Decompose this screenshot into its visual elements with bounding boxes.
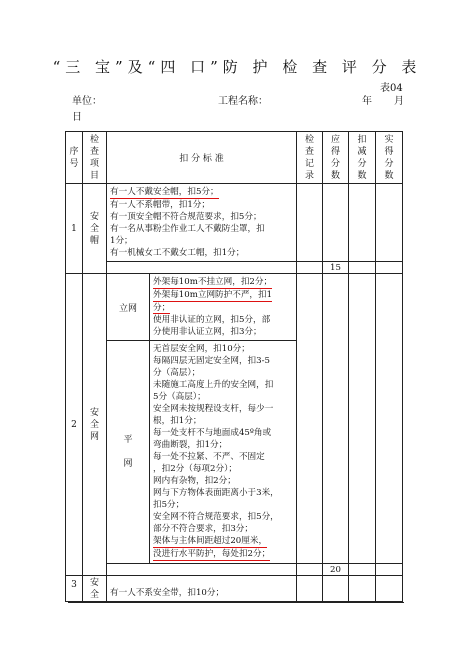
month-label: 月 [394, 96, 404, 107]
deducted-score-cell [349, 274, 376, 564]
deduction-standard [150, 274, 297, 341]
deduction-line: 架体与主体间距超过20厘米， [153, 536, 268, 546]
actual-score-cell [376, 576, 403, 602]
actual-score-header: 实 得 分 数 [376, 132, 403, 184]
should-score-cell [323, 274, 349, 564]
year-label: 年 [362, 96, 372, 107]
page-divider [68, 602, 404, 603]
deducted-score-cell [349, 184, 376, 262]
deduction-line: 有一名从事粉尘作业工人不戴防尘罩，扣 [110, 224, 265, 234]
deduction-line: 分使用非认证立网，扣3分； [153, 327, 262, 337]
item-cell: 安 全 网 [83, 274, 107, 576]
deduction-line: 弯曲断裂，扣1分； [153, 440, 228, 450]
should-score-value: 15 [323, 262, 349, 274]
seq-cell: 2 [66, 274, 83, 576]
item-header: 检 查 项 目 [83, 132, 107, 184]
deduction-line: 扣5分； [153, 500, 185, 510]
deduction-line: 每隔四层无固定安全网，扣3-5 [153, 356, 270, 366]
seq-cell: 1 [66, 184, 83, 274]
deduction-line: 安全网不符合规范要求，扣5分， [153, 512, 279, 522]
table-number: 表04 [380, 83, 403, 94]
actual-score-cell [376, 184, 403, 262]
deduction-line: 分； [153, 303, 171, 313]
deducted-score-header: 扣 减 分 数 [349, 132, 376, 184]
table-row [66, 184, 403, 262]
should-score-value: 20 [323, 564, 349, 576]
page-title: “三 宝”及“四 口”防 护 检 查 评 分 表 [52, 58, 422, 76]
standard-header: 扣 分 标 准 [107, 132, 297, 184]
deduction-line: ，扣2分（每项2分）； [153, 464, 237, 474]
deduction-line: 部分不符合要求，扣3分； [153, 524, 253, 534]
deduction-line: 无首层安全网，扣10分； [153, 344, 250, 354]
deduction-line: 网内有杂物，扣2分； [153, 476, 236, 486]
record-cell [297, 184, 323, 262]
deduction-line: 使用非认证的立网，扣5分，部 [153, 315, 271, 325]
record-cell [297, 576, 323, 602]
deduction-line: 没进行水平防护，每处扣2分； [153, 549, 271, 559]
seq-cell: 3 [66, 576, 83, 602]
deduction-standard [107, 184, 297, 262]
table-row [66, 576, 403, 602]
day-label: 日 [72, 112, 82, 123]
should-score-cell [323, 576, 349, 602]
deduction-line: 有一顶安全帽不符合规范要求，扣5分； [110, 212, 262, 222]
deduction-standard [150, 341, 297, 564]
deduction-line: 分（高层）； [153, 368, 201, 378]
unit-label: 单位： [72, 96, 102, 107]
deduction-line: 每一处不拉紧、不严、不固定 [153, 452, 265, 462]
deduction-line: 每一处支杆不与地面成45º角或 [153, 428, 272, 438]
seq-header: 序 号 [66, 132, 83, 184]
record-header: 检 查 记 录 [297, 132, 323, 184]
item-cell: 安 全 [83, 576, 107, 602]
deduction-line: 网与下方物体表面距离小于3米， [153, 488, 279, 498]
deduction-line: 根，扣1分； [153, 416, 202, 426]
project-name-label: 工程名称： [218, 96, 268, 107]
table-row [66, 274, 403, 341]
deduction-line: 5分（高层）； [153, 392, 206, 402]
subcategory-vertical-net: 立网 [107, 274, 150, 341]
deduction-line: 有一人不系帽带，扣1分； [110, 200, 210, 210]
deduction-line: 1分； [110, 236, 133, 246]
actual-score-cell [376, 274, 403, 564]
deducted-score-cell [349, 576, 376, 602]
deduction-line: 未随施工高度上升的安全网，扣 [153, 380, 274, 390]
header-row [66, 132, 403, 184]
record-cell [297, 274, 323, 564]
deduction-line: 有一人不系安全带，扣10分； [110, 588, 225, 598]
deduction-standard [107, 576, 297, 602]
deduction-line: 有一机械女工不戴女工帽，扣1分； [110, 248, 245, 258]
deduction-line: 外架每10m立网防护不严，扣1 [153, 290, 273, 300]
deduction-line: 外架每10m不挂立网，扣2分； [153, 277, 273, 287]
score-row [66, 262, 403, 274]
deduction-line: 有一人不戴安全帽，扣5分； [110, 187, 219, 197]
item-cell: 安 全 帽 [83, 184, 107, 274]
subcategory-horizontal-net: 平 网 [107, 341, 150, 564]
should-score-cell [323, 184, 349, 262]
inspection-score-table [65, 131, 403, 602]
score-row [66, 564, 403, 576]
should-score-header: 应 得 分 数 [323, 132, 349, 184]
deduction-line: 安全网未按规程设支杆，每少一 [153, 404, 274, 414]
